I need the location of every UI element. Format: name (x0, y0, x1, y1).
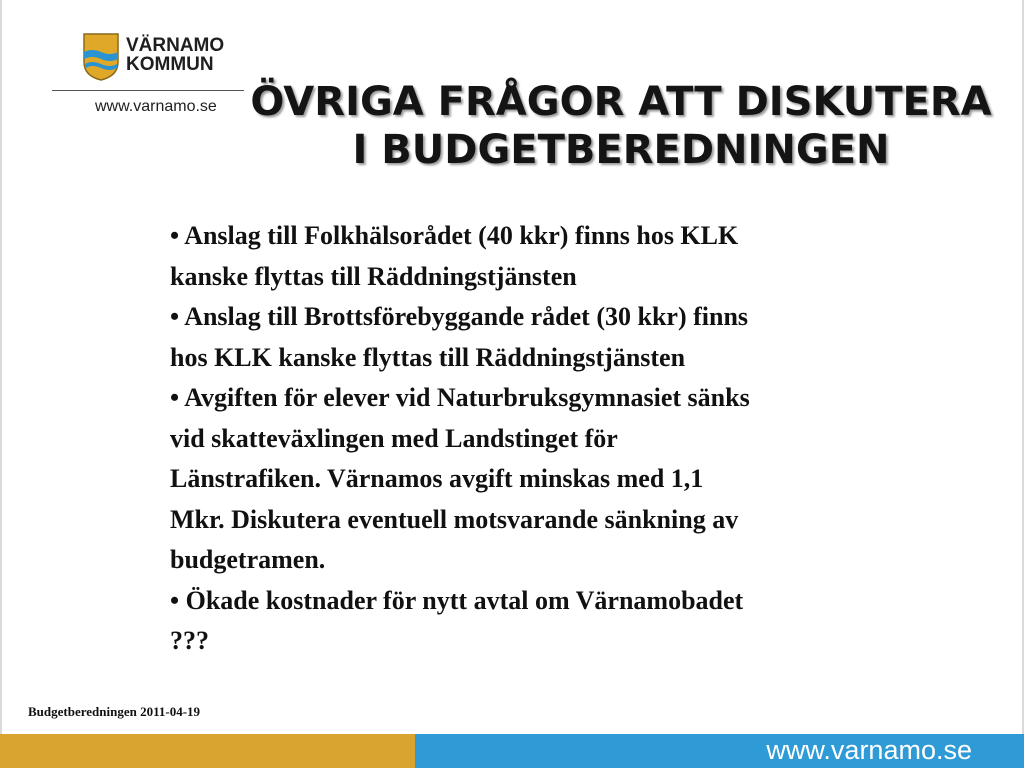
bullet-text: Avgiften för elever vid Naturbruksgymnasiet sänks (184, 383, 750, 412)
header-url: www.varnamo.se (95, 98, 217, 115)
title-line-2: I BUDGETBEREDNINGEN (352, 127, 890, 173)
bullet-marker: • (170, 383, 180, 412)
bullet-text: kanske flyttas till Räddningstjänsten (170, 261, 577, 291)
title-line-1: ÖVRIGA FRÅGOR ATT DISKUTERA (250, 79, 992, 125)
bullet-text: hos KLK kanske flyttas till Räddningstjänsten (170, 342, 686, 372)
bullet-text: Länstrafiken. Värnamos avgift minskas med 1,1 (170, 464, 704, 493)
bullet-text: budgetramen. (170, 545, 326, 574)
bullet-text: Ökade kostnader för nytt avtal om Värnamobadet (185, 585, 744, 615)
slide-title (236, 78, 1006, 174)
bullet-item-continuation (170, 459, 960, 500)
bullet-item-line (170, 216, 960, 257)
bullet-text: Anslag till Brottsförebyggande rådet (30 kkr) finns (184, 302, 749, 331)
bullet-marker: • (170, 302, 180, 331)
bullet-marker: • (170, 221, 180, 250)
bullet-item-continuation (170, 257, 960, 298)
coat-of-arms-icon (82, 32, 120, 82)
bullet-item-continuation (170, 540, 960, 581)
bullet-text: Anslag till Folkhälsorådet (40 kkr) finns hos KLK (184, 221, 739, 250)
logo-wordmark (126, 36, 224, 74)
header-divider (52, 90, 244, 91)
bullet-text: vid skatteväxlingen med Landstinget för (170, 423, 618, 453)
footer-url: www.varnamo.se (766, 735, 972, 765)
municipality-logo (82, 32, 252, 92)
bullet-item-line (170, 581, 960, 622)
bullet-item-continuation (170, 419, 960, 460)
bullet-item-continuation (170, 500, 960, 541)
bullet-item-continuation (170, 621, 960, 662)
bullet-item-line (170, 378, 960, 419)
footer-date: Budgetberedningen 2011-04-19 (28, 704, 201, 719)
bullet-text: ??? (170, 626, 209, 655)
bullet-item-line (170, 297, 960, 338)
bullet-text: Mkr. Diskutera eventuell motsvarande sänkning av (170, 504, 739, 534)
bullet-marker: • (170, 585, 180, 615)
bullet-item-continuation (170, 338, 960, 379)
logo-line-1: VÄRNAMO (126, 35, 225, 56)
left-border (0, 0, 2, 768)
footer-bar-gold (0, 734, 415, 768)
logo-line-2: KOMMUN (126, 54, 214, 75)
bullet-list (170, 216, 960, 662)
